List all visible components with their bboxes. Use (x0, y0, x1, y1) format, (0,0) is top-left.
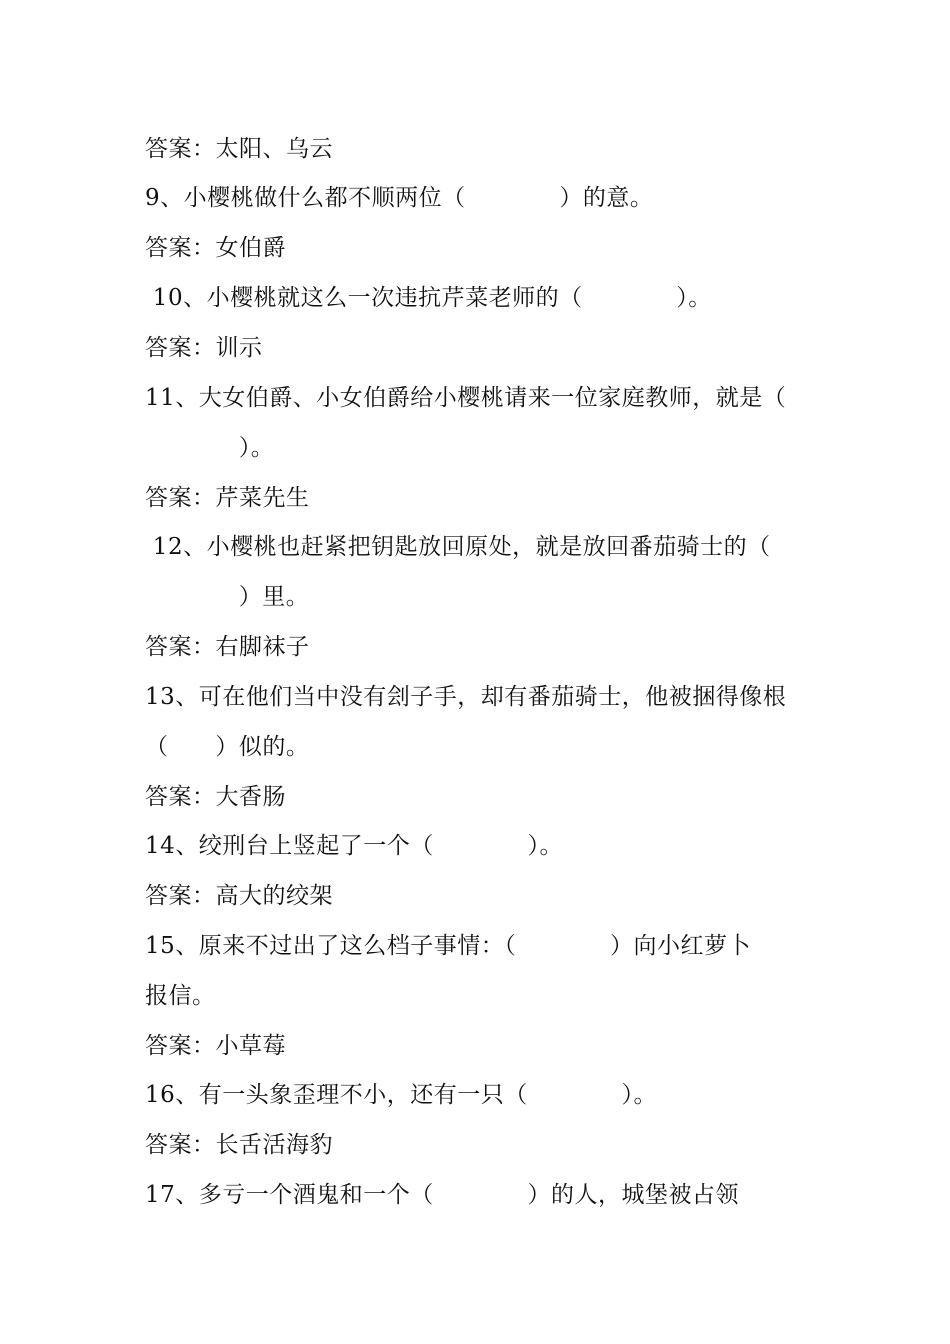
question-line-15: 15、原来不过出了这么档子事情：（ ）向小红萝卜 (145, 933, 751, 959)
question-line-17: 17、多亏一个酒鬼和一个（ ）的人，城堡被占领 (145, 1182, 739, 1208)
question-line-11: 11、大女伯爵、小女伯爵给小樱桃请来一位家庭教师，就是（ (145, 385, 787, 411)
answer-line: 答案：女伯爵 (145, 235, 286, 261)
question-line-13-cont: （ ）似的。 (145, 734, 310, 760)
answer-line: 答案：长舌活海豹 (145, 1132, 333, 1158)
answer-line: 答案：大香肠 (145, 784, 286, 810)
question-line-9: 9、小樱桃做什么都不顺两位（ ）的意。 (145, 185, 654, 211)
answer-line: 答案：芹菜先生 (145, 485, 310, 511)
answer-line: 答案：小草莓 (145, 1033, 286, 1059)
answer-line: 答案：高大的绞架 (145, 883, 333, 909)
question-line-16: 16、有一头象歪理不小，还有一只（ ）。 (145, 1082, 657, 1108)
question-line-12: 12、小樱桃也赶紧把钥匙放回原处，就是放回番茄骑士的（ (145, 534, 771, 560)
question-line-15-cont: 报信。 (145, 983, 216, 1009)
question-line-14: 14、绞刑台上竖起了一个（ ）。 (145, 833, 563, 859)
answer-line: 答案：训示 (145, 335, 263, 361)
question-line-12-cont: ）里。 (145, 584, 310, 610)
question-line-10: 10、小樱桃就这么一次违抗芹菜老师的（ ）。 (145, 285, 712, 311)
question-line-11-cont: ）。 (145, 435, 275, 461)
answer-line: 答案：太阳、乌云 (145, 136, 333, 162)
answer-line: 答案：右脚袜子 (145, 634, 310, 660)
question-line-13: 13、可在他们当中没有刽子手，却有番茄骑士，他被捆得像根 (145, 684, 787, 710)
